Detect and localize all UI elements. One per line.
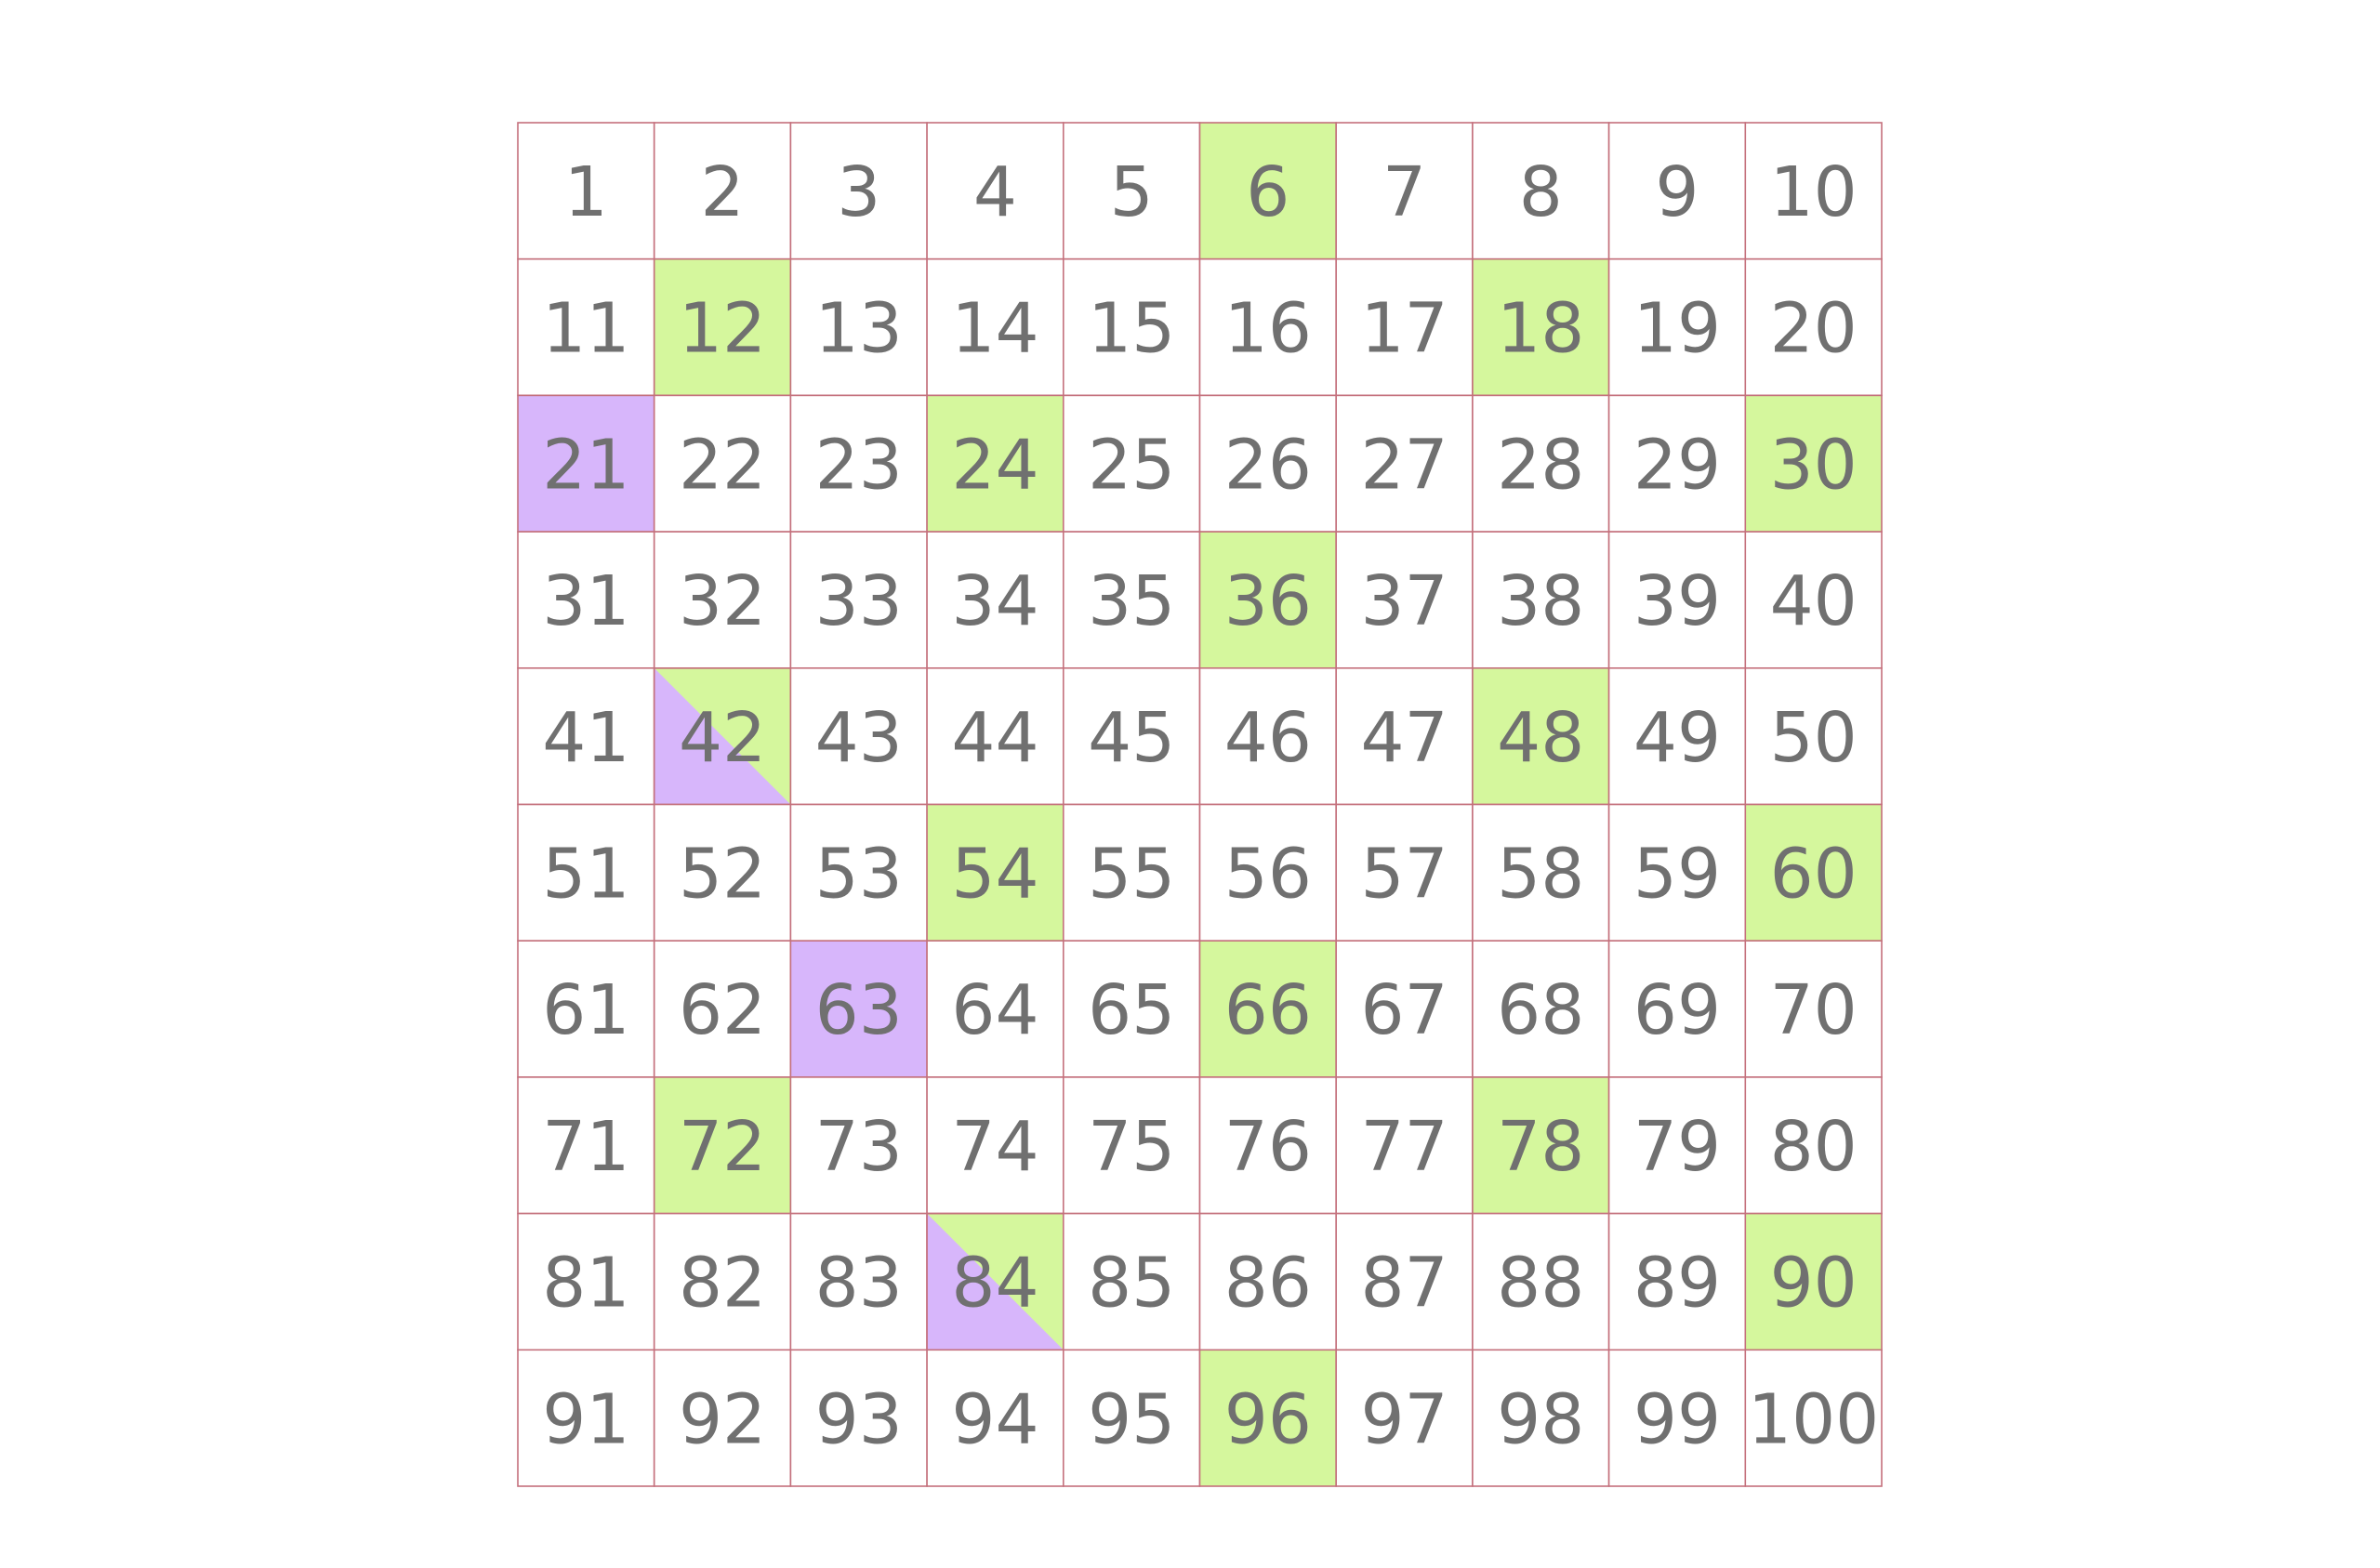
cell-number: 76 [1223,1106,1312,1187]
cell-number: 75 [1088,1106,1176,1187]
cell-number: 88 [1497,1243,1585,1324]
cell-number: 15 [1088,288,1176,369]
cell-number: 43 [814,697,903,778]
cell-number: 67 [1360,970,1448,1051]
cell-number: 70 [1769,970,1858,1051]
cell-number: 33 [814,561,903,642]
cell-number: 87 [1360,1243,1448,1324]
cell-number: 20 [1769,288,1858,369]
cell-number: 28 [1497,425,1585,506]
cell-number: 54 [951,834,1039,915]
cell-number: 44 [951,697,1039,778]
cell-number: 27 [1360,425,1448,506]
cell-number: 34 [951,561,1039,642]
cell-number: 4 [972,152,1017,232]
cell-number: 82 [678,1243,767,1324]
cell-number: 77 [1360,1106,1448,1187]
cell-number: 32 [678,561,767,642]
cell-number: 59 [1633,834,1722,915]
cell-number: 99 [1633,1379,1722,1460]
cell-number: 24 [951,425,1039,506]
cell-number: 73 [814,1106,903,1187]
cell-number: 45 [1088,697,1176,778]
cell-number: 41 [542,697,630,778]
cell-number: 39 [1633,561,1722,642]
cell-number: 69 [1633,970,1722,1051]
cell-number: 8 [1518,152,1563,232]
cell-number: 78 [1497,1106,1585,1187]
cell-number: 55 [1088,834,1176,915]
cell-number: 86 [1223,1243,1312,1324]
cell-number: 17 [1360,288,1448,369]
cell-number: 7 [1382,152,1427,232]
cell-number: 11 [542,288,630,369]
cell-number: 10 [1769,152,1858,232]
cell-number: 94 [951,1379,1039,1460]
cell-number: 31 [542,561,630,642]
cell-number: 66 [1223,970,1312,1051]
cell-number: 40 [1769,561,1858,642]
cell-number: 74 [951,1106,1039,1187]
cell-number: 83 [814,1243,903,1324]
cell-number: 56 [1223,834,1312,915]
cell-number: 50 [1769,697,1858,778]
cell-number: 19 [1633,288,1722,369]
cell-number: 25 [1088,425,1176,506]
cell-number: 18 [1497,288,1585,369]
cell-number: 64 [951,970,1039,1051]
cell-number: 22 [678,425,767,506]
cell-number: 38 [1497,561,1585,642]
cell-number: 90 [1769,1243,1858,1324]
cell-number: 63 [814,970,903,1051]
cell-number: 29 [1633,425,1722,506]
cell-number: 91 [542,1379,630,1460]
cell-number: 93 [814,1379,903,1460]
cell-number: 89 [1633,1243,1722,1324]
cell-number: 1 [563,152,608,232]
cell-number: 98 [1497,1379,1585,1460]
cell-number: 53 [814,834,903,915]
cell-number: 95 [1088,1379,1176,1460]
cell-number: 96 [1223,1379,1312,1460]
cell-number: 57 [1360,834,1448,915]
cell-number: 46 [1223,697,1312,778]
cell-number: 13 [814,288,903,369]
cell-number: 23 [814,425,903,506]
cell-number: 47 [1360,697,1448,778]
cell-number: 37 [1360,561,1448,642]
cell-number: 71 [542,1106,630,1187]
cell-number: 12 [678,288,767,369]
cell-number: 84 [951,1243,1039,1324]
cell-number: 81 [542,1243,630,1324]
cell-number: 42 [678,697,767,778]
cell-number: 60 [1769,834,1858,915]
cell-number: 51 [542,834,630,915]
cell-number: 26 [1223,425,1312,506]
cell-number: 97 [1360,1379,1448,1460]
cell-number: 2 [700,152,745,232]
cell-number: 85 [1088,1243,1176,1324]
cell-number: 62 [678,970,767,1051]
cell-number: 3 [837,152,881,232]
cell-number: 30 [1769,425,1858,506]
cell-number: 35 [1088,561,1176,642]
cell-number: 49 [1633,697,1722,778]
cell-number: 16 [1223,288,1312,369]
cell-number: 65 [1088,970,1176,1051]
cell-number: 58 [1497,834,1585,915]
cell-number: 79 [1633,1106,1722,1187]
cell-number: 72 [678,1106,767,1187]
cell-number: 5 [1109,152,1154,232]
cell-number: 21 [542,425,630,506]
cell-number: 36 [1223,561,1312,642]
cell-number: 61 [542,970,630,1051]
cell-number: 48 [1497,697,1585,778]
cell-number: 68 [1497,970,1585,1051]
cell-number: 6 [1246,152,1290,232]
cell-number: 92 [678,1379,767,1460]
cell-number: 14 [951,288,1039,369]
cell-number: 100 [1748,1379,1880,1460]
cell-number: 80 [1769,1106,1858,1187]
cell-number: 52 [678,834,767,915]
cell-number: 9 [1655,152,1699,232]
